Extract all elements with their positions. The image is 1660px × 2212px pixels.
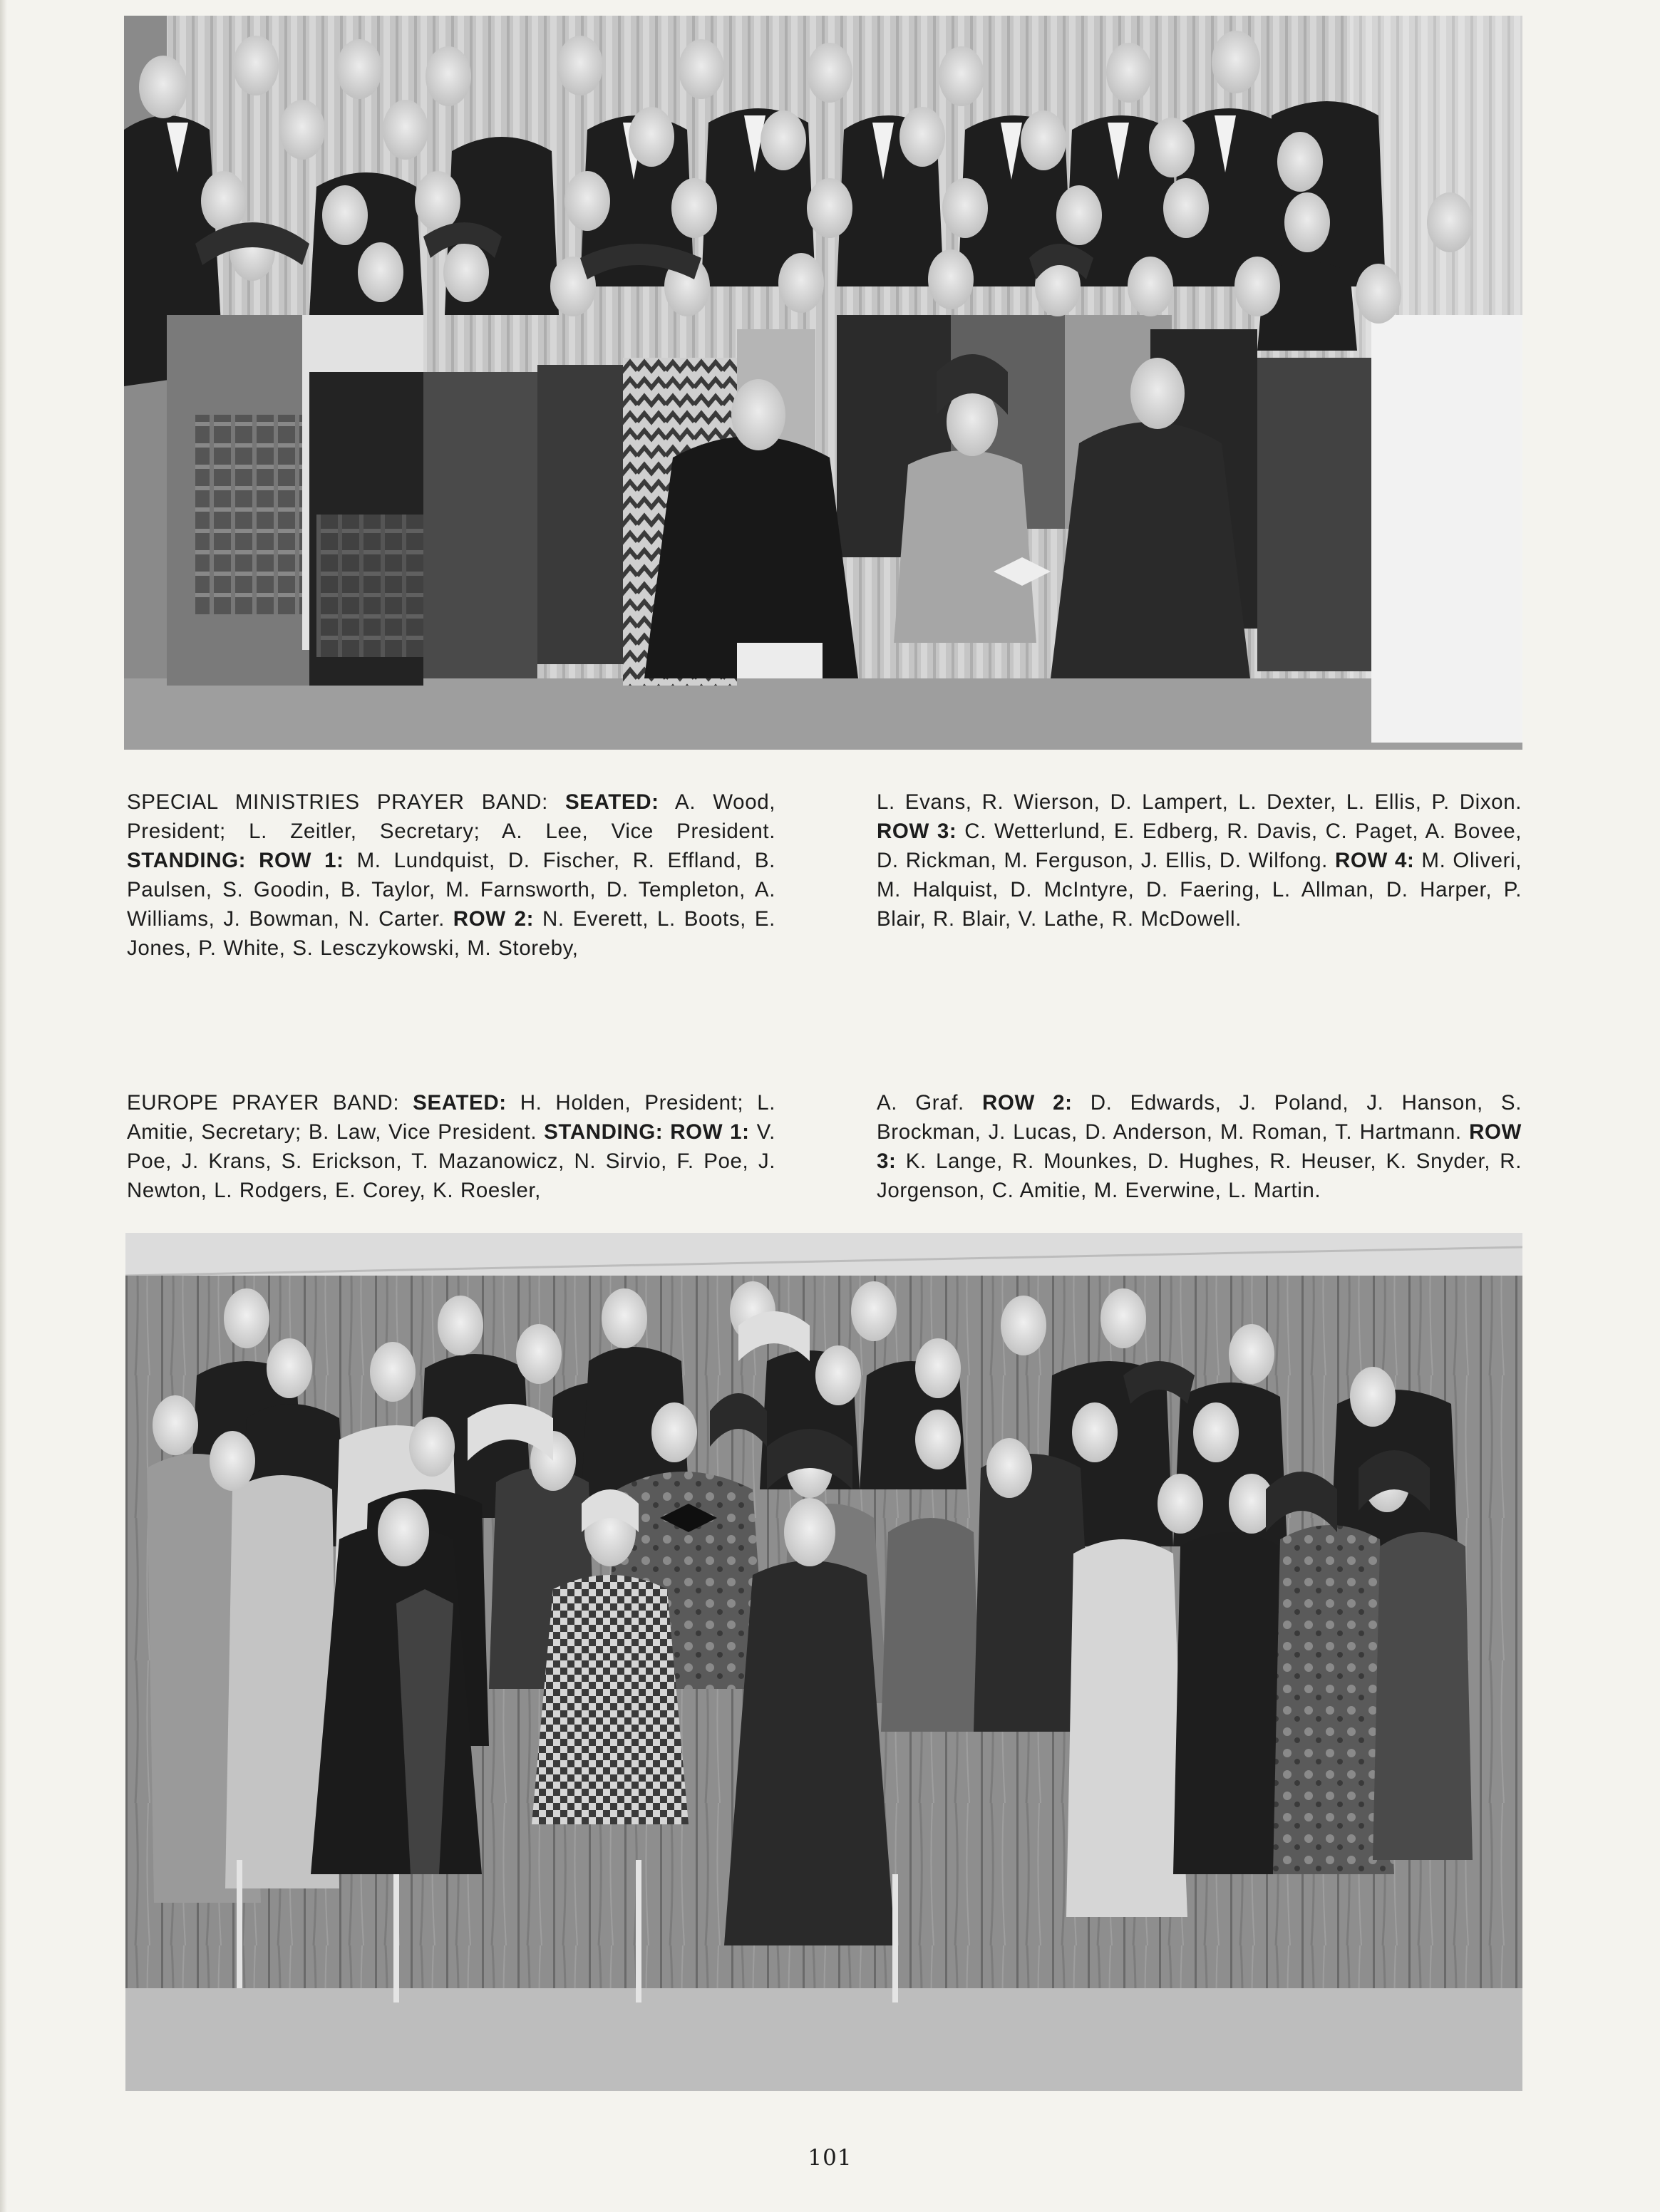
europe-caption-segment: K. Lange, R. Mounkes, D. Hughes, R. Heuser, K. Snyder, R. Jorgenson, C. Amitie, M. Everwine, L. Martin. <box>877 1149 1522 1202</box>
special-ministries-caption-segment: SEATED: <box>565 790 659 814</box>
special-ministries-caption-left <box>127 787 775 963</box>
europe-caption-segment: H. Holden, President; L. Amitie, Secretary; B. Law, Vice President. <box>127 1091 776 1144</box>
special-ministries-caption-right <box>877 787 1522 934</box>
special-ministries-caption-segment: STANDING: ROW 1: <box>127 849 344 872</box>
europe-caption-segment: ROW 2: <box>982 1091 1073 1115</box>
europe-caption-segment: ROW 3: <box>877 1120 1522 1173</box>
europe-caption-right <box>877 1088 1522 1205</box>
special-ministries-caption-segment: A. Wood, President; L. Zeitler, Secretary; A. Lee, Vice President. <box>127 790 776 843</box>
europe-caption-segment: D. Edwards, J. Poland, J. Hanson, S. Brockman, J. Lucas, D. Anderson, M. Roman, T. Hartmann. <box>877 1091 1522 1144</box>
europe-caption-segment: EUROPE PRAYER BAND: <box>127 1091 413 1115</box>
special-ministries-caption-segment: C. Wetterlund, E. Edberg, R. Davis, C. Paget, A. Bovee, D. Rickman, M. Ferguson, J. Ellis, D. Wilfong. <box>877 820 1522 872</box>
special-ministries-caption-segment: ROW 2: <box>453 907 535 931</box>
europe-caption-left <box>127 1088 775 1205</box>
special-ministries-photo-drawing <box>124 16 1522 750</box>
europe-photo-drawing <box>125 1233 1522 2091</box>
special-ministries-caption-segment: M. Oliveri, M. Halquist, D. McIntyre, D. Faering, L. Allman, D. Harper, P. Blair, R. Blair, V. Lathe, R. McDowell. <box>877 849 1522 931</box>
europe-caption-segment: STANDING: ROW 1: <box>544 1120 750 1144</box>
special-ministries-group-photo <box>124 16 1522 750</box>
special-ministries-caption-segment: M. Lundquist, D. Fischer, R. Effland, B. Paulsen, S. Goodin, B. Taylor, M. Farnsworth, D. Templeton, A. Williams, J. Bowman, N. Carter. <box>127 849 775 931</box>
page-edge-shadow <box>0 0 7 2212</box>
special-ministries-caption-segment: SPECIAL MINISTRIES PRAYER BAND: <box>127 790 566 814</box>
special-ministries-caption-segment: ROW 3: <box>877 820 957 843</box>
europe-group-photo <box>125 1233 1522 2091</box>
special-ministries-caption-segment: L. Evans, R. Wierson, D. Lampert, L. Dexter, L. Ellis, P. Dixon. <box>877 790 1522 814</box>
europe-caption-segment: A. Graf. <box>877 1091 983 1115</box>
page-number: 101 <box>808 2145 852 2171</box>
special-ministries-caption-segment: ROW 4: <box>1335 849 1415 872</box>
special-ministries-caption-segment: N. Everett, L. Boots, E. Jones, P. White, S. Lesczykowski, M. Storeby, <box>127 907 775 960</box>
europe-caption-segment: SEATED: <box>413 1091 507 1115</box>
europe-caption-segment: V. Poe, J. Krans, S. Erickson, T. Mazanowicz, N. Sirvio, F. Poe, J. Newton, L. Rodgers, E. Corey, K. Roesler, <box>127 1120 775 1202</box>
